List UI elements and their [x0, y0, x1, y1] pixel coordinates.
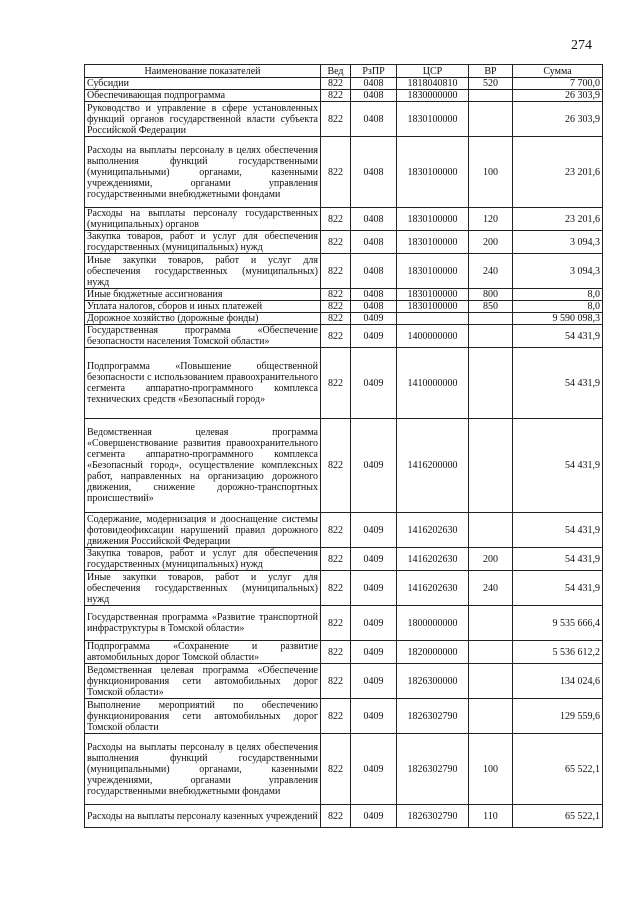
table-row [85, 548, 603, 571]
row-csr-cell: 1830100000 [397, 137, 469, 208]
table-row [85, 78, 603, 90]
row-sum-cell: 9 590 098,3 [513, 313, 603, 325]
row-csr-cell [397, 313, 469, 325]
row-rzpr-cell: 0409 [351, 641, 397, 664]
row-csr-cell: 1416200000 [397, 419, 469, 513]
row-vr-cell: 850 [469, 301, 513, 313]
row-name-cell: Ведомственная целевая программа «Совершенствование развития правоохранительного сегмента аппаратно-программного комплекса «Безопасный город», осуществление комплексных работ, направленных на организацию дорожного движения, снижение дорожно-транспортных происшествий» [85, 419, 321, 513]
row-sum-cell: 134 024,6 [513, 664, 603, 699]
row-name-cell: Дорожное хозяйство (дорожные фонды) [85, 313, 321, 325]
table-row [85, 805, 603, 828]
row-name-cell: Расходы на выплаты персоналу в целях обеспечения выполнения функций государственными (муниципальными) органами, казенными учреждениями, органами управления государственными внебюджетными фондами [85, 734, 321, 805]
row-ved-cell: 822 [321, 348, 351, 419]
table-row [85, 606, 603, 641]
header-csr: ЦСР [397, 65, 469, 78]
table-body [85, 78, 603, 828]
row-vr-cell [469, 313, 513, 325]
row-csr-cell: 1400000000 [397, 325, 469, 348]
row-rzpr-cell: 0408 [351, 78, 397, 90]
row-vr-cell [469, 90, 513, 102]
row-csr-cell: 1830100000 [397, 102, 469, 137]
row-rzpr-cell: 0409 [351, 699, 397, 734]
page-number: 274 [571, 38, 592, 53]
row-name-cell: Содержание, модернизация и дооснащение системы фотовидеофиксации нарушений правил дорожного движения Российской Федерации [85, 513, 321, 548]
table-row [85, 301, 603, 313]
row-vr-cell [469, 348, 513, 419]
row-sum-cell: 129 559,6 [513, 699, 603, 734]
row-vr-cell: 520 [469, 78, 513, 90]
row-name-cell: Ведомственная целевая программа «Обеспечение функционирования сети автомобильных дорог Томской области» [85, 664, 321, 699]
row-sum-cell: 54 431,9 [513, 325, 603, 348]
table-row [85, 137, 603, 208]
table-row [85, 664, 603, 699]
row-rzpr-cell: 0409 [351, 606, 397, 641]
row-rzpr-cell: 0409 [351, 348, 397, 419]
table-row [85, 734, 603, 805]
row-sum-cell: 8,0 [513, 301, 603, 313]
row-ved-cell: 822 [321, 606, 351, 641]
row-name-cell: Уплата налогов, сборов и иных платежей [85, 301, 321, 313]
row-sum-cell: 23 201,6 [513, 208, 603, 231]
row-rzpr-cell: 0409 [351, 805, 397, 828]
row-name-cell: Подпрограмма «Повышение общественной безопасности с использованием правоохранительного сегмента аппаратно-программного комплекса технических средств «Безопасный город» [85, 348, 321, 419]
row-vr-cell: 120 [469, 208, 513, 231]
row-csr-cell: 1416202630 [397, 513, 469, 548]
row-vr-cell: 200 [469, 548, 513, 571]
row-rzpr-cell: 0409 [351, 325, 397, 348]
row-name-cell: Субсидии [85, 78, 321, 90]
row-name-cell: Закупка товаров, работ и услуг для обеспечения государственных (муниципальных) нужд [85, 231, 321, 254]
row-csr-cell: 1818040810 [397, 78, 469, 90]
row-ved-cell: 822 [321, 571, 351, 606]
table-row [85, 699, 603, 734]
row-csr-cell: 1820000000 [397, 641, 469, 664]
table-row [85, 419, 603, 513]
row-name-cell: Государственная программа «Обеспечение безопасности населения Томской области» [85, 325, 321, 348]
row-csr-cell: 1800000000 [397, 606, 469, 641]
row-csr-cell: 1826302790 [397, 734, 469, 805]
row-name-cell: Расходы на выплаты персоналу казенных учреждений [85, 805, 321, 828]
row-sum-cell: 54 431,9 [513, 419, 603, 513]
row-vr-cell: 200 [469, 231, 513, 254]
row-ved-cell: 822 [321, 419, 351, 513]
row-sum-cell: 54 431,9 [513, 571, 603, 606]
row-vr-cell: 240 [469, 571, 513, 606]
row-sum-cell: 65 522,1 [513, 734, 603, 805]
row-name-cell: Иные закупки товаров, работ и услуг для обеспечения государственных (муниципальных) нужд [85, 571, 321, 606]
row-vr-cell [469, 325, 513, 348]
row-ved-cell: 822 [321, 78, 351, 90]
row-ved-cell: 822 [321, 208, 351, 231]
row-csr-cell: 1830100000 [397, 231, 469, 254]
row-name-cell: Руководство и управление в сфере установленных функций органов государственной власти субъекта Российской Федерации [85, 102, 321, 137]
row-sum-cell: 54 431,9 [513, 513, 603, 548]
header-name: Наименование показателей [85, 65, 321, 78]
table-header [85, 65, 603, 78]
row-rzpr-cell: 0408 [351, 137, 397, 208]
row-csr-cell: 1830100000 [397, 208, 469, 231]
row-ved-cell: 822 [321, 664, 351, 699]
row-csr-cell: 1830100000 [397, 289, 469, 301]
row-sum-cell: 26 303,9 [513, 90, 603, 102]
table-row [85, 325, 603, 348]
table-row [85, 641, 603, 664]
row-ved-cell: 822 [321, 513, 351, 548]
row-sum-cell: 65 522,1 [513, 805, 603, 828]
row-sum-cell: 7 700,0 [513, 78, 603, 90]
row-ved-cell: 822 [321, 734, 351, 805]
row-sum-cell: 26 303,9 [513, 102, 603, 137]
row-name-cell: Выполнение мероприятий по обеспечению функционирования сети автомобильных дорог Томской области [85, 699, 321, 734]
row-rzpr-cell: 0408 [351, 231, 397, 254]
row-csr-cell: 1416202630 [397, 548, 469, 571]
row-vr-cell: 100 [469, 137, 513, 208]
table-row [85, 571, 603, 606]
table-row [85, 254, 603, 289]
row-rzpr-cell: 0409 [351, 571, 397, 606]
row-sum-cell: 54 431,9 [513, 548, 603, 571]
row-ved-cell: 822 [321, 313, 351, 325]
header-rzpr: РзПР [351, 65, 397, 78]
row-name-cell: Иные бюджетные ассигнования [85, 289, 321, 301]
row-vr-cell [469, 513, 513, 548]
budget-table [84, 64, 603, 828]
row-ved-cell: 822 [321, 548, 351, 571]
row-csr-cell: 1826302790 [397, 805, 469, 828]
row-name-cell: Расходы на выплаты персоналу государственных (муниципальных) органов [85, 208, 321, 231]
row-sum-cell: 8,0 [513, 289, 603, 301]
row-ved-cell: 822 [321, 641, 351, 664]
row-ved-cell: 822 [321, 137, 351, 208]
row-name-cell: Государственная программа «Развитие транспортной инфраструктуры в Томской области» [85, 606, 321, 641]
row-csr-cell: 1830000000 [397, 90, 469, 102]
row-rzpr-cell: 0409 [351, 419, 397, 513]
row-name-cell: Иные закупки товаров, работ и услуг для обеспечения государственных (муниципальных) нужд [85, 254, 321, 289]
row-rzpr-cell: 0408 [351, 102, 397, 137]
row-rzpr-cell: 0409 [351, 664, 397, 699]
row-ved-cell: 822 [321, 102, 351, 137]
row-csr-cell: 1830100000 [397, 301, 469, 313]
row-vr-cell [469, 419, 513, 513]
row-rzpr-cell: 0408 [351, 90, 397, 102]
row-csr-cell: 1830100000 [397, 254, 469, 289]
row-sum-cell: 3 094,3 [513, 254, 603, 289]
row-sum-cell: 5 536 612,2 [513, 641, 603, 664]
row-vr-cell [469, 102, 513, 137]
row-name-cell: Подпрограмма «Сохранение и развитие автомобильных дорог Томской области» [85, 641, 321, 664]
row-ved-cell: 822 [321, 231, 351, 254]
header-vr: ВР [469, 65, 513, 78]
row-name-cell: Обеспечивающая подпрограмма [85, 90, 321, 102]
row-ved-cell: 822 [321, 90, 351, 102]
row-rzpr-cell: 0408 [351, 208, 397, 231]
table-row [85, 102, 603, 137]
table-row [85, 313, 603, 325]
table-row [85, 348, 603, 419]
row-vr-cell [469, 606, 513, 641]
header-sum: Сумма [513, 65, 603, 78]
table-row [85, 231, 603, 254]
row-name-cell: Закупка товаров, работ и услуг для обеспечения государственных (муниципальных) нужд [85, 548, 321, 571]
row-sum-cell: 3 094,3 [513, 231, 603, 254]
row-csr-cell: 1826302790 [397, 699, 469, 734]
table-row [85, 513, 603, 548]
row-ved-cell: 822 [321, 805, 351, 828]
row-vr-cell: 100 [469, 734, 513, 805]
row-vr-cell [469, 699, 513, 734]
row-csr-cell: 1826300000 [397, 664, 469, 699]
table-row [85, 208, 603, 231]
row-vr-cell: 110 [469, 805, 513, 828]
row-csr-cell: 1410000000 [397, 348, 469, 419]
row-ved-cell: 822 [321, 254, 351, 289]
row-rzpr-cell: 0408 [351, 289, 397, 301]
row-sum-cell: 9 535 666,4 [513, 606, 603, 641]
row-csr-cell: 1416202630 [397, 571, 469, 606]
row-rzpr-cell: 0408 [351, 254, 397, 289]
row-rzpr-cell: 0409 [351, 513, 397, 548]
row-ved-cell: 822 [321, 325, 351, 348]
row-vr-cell: 240 [469, 254, 513, 289]
row-ved-cell: 822 [321, 301, 351, 313]
row-ved-cell: 822 [321, 699, 351, 734]
row-rzpr-cell: 0409 [351, 734, 397, 805]
row-name-cell: Расходы на выплаты персоналу в целях обеспечения выполнения функций государственными (муниципальными) органами, казенными учреждениями, органами управления государственными внебюджетными фондами [85, 137, 321, 208]
row-rzpr-cell: 0409 [351, 313, 397, 325]
row-rzpr-cell: 0408 [351, 301, 397, 313]
row-rzpr-cell: 0409 [351, 548, 397, 571]
row-sum-cell: 23 201,6 [513, 137, 603, 208]
header-ved: Вед [321, 65, 351, 78]
row-vr-cell: 800 [469, 289, 513, 301]
table-row [85, 289, 603, 301]
table-row [85, 90, 603, 102]
row-vr-cell [469, 641, 513, 664]
row-sum-cell: 54 431,9 [513, 348, 603, 419]
row-ved-cell: 822 [321, 289, 351, 301]
row-vr-cell [469, 664, 513, 699]
